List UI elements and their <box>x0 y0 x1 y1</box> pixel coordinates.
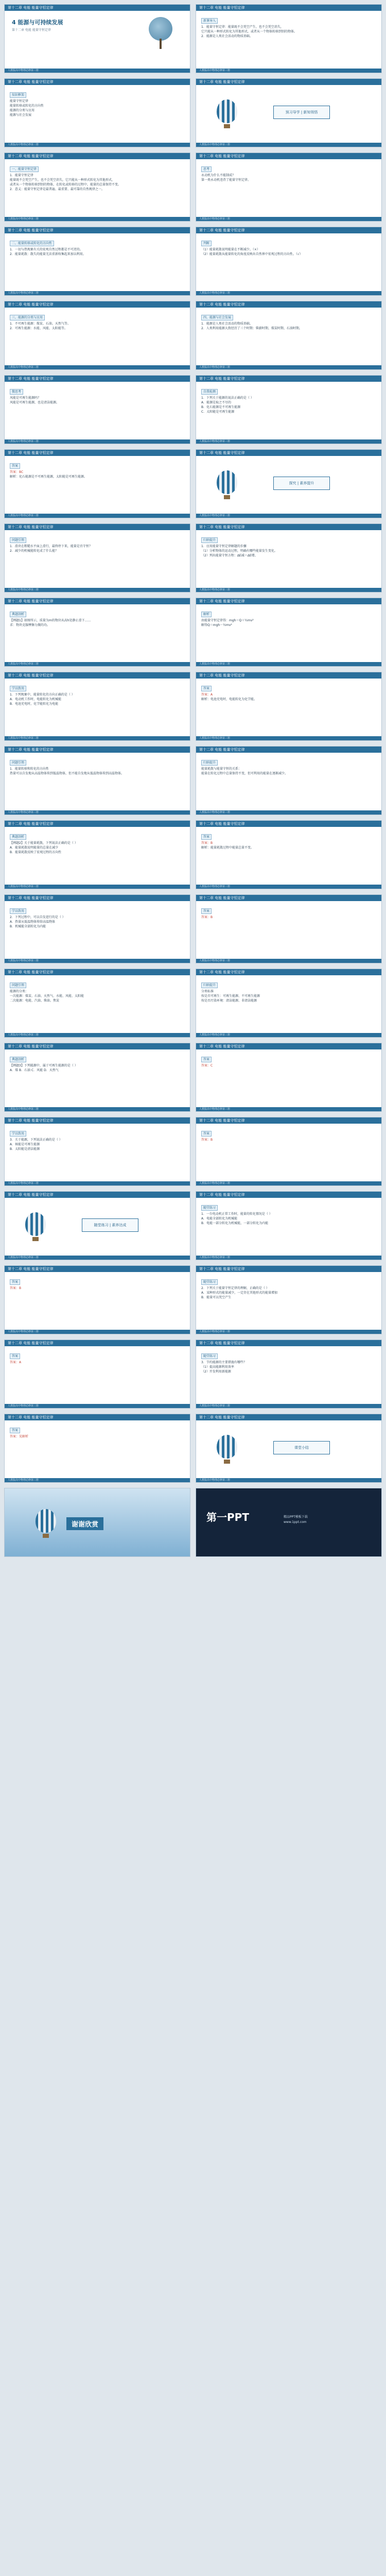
promo-slide[interactable] <box>196 1488 382 1557</box>
slide-body <box>10 162 185 215</box>
slide-footer-bar: 人教版高中物理必修第三册 <box>196 1256 381 1260</box>
promo-logo-text: 第一PPT <box>206 1511 249 1523</box>
slide-19[interactable] <box>4 672 190 741</box>
slide-2[interactable] <box>196 4 382 73</box>
slide-body <box>201 385 376 437</box>
thanks-banner: 谢谢欣赏 <box>66 1517 103 1530</box>
balloon-illustration <box>217 99 237 123</box>
slide-24[interactable] <box>196 820 382 889</box>
slide-text-line: 能量转移或转化的方向性 <box>10 104 44 108</box>
slide-text-line: 3．关于能源，下列说法正确的是（ ） <box>10 1138 62 1142</box>
slide-body <box>201 1349 376 1402</box>
slide-30[interactable] <box>196 1043 382 1112</box>
slide-footer-bar: 人教版高中物理必修第三册 <box>196 69 381 73</box>
slide-footer-bar: 人教版高中物理必修第三册 <box>196 1478 381 1482</box>
slide-text-line: B．太阳能是清洁能源 <box>10 1147 40 1151</box>
slide-footer-bar: 人教版高中物理必修第三册 <box>5 588 190 592</box>
slide-tag: 答案 <box>201 1131 212 1137</box>
slide-header-bar: 第十二章 电能 能量守恒定律 <box>196 969 381 975</box>
slide-header-bar: 第十二章 电能 能量守恒定律 <box>5 5 190 11</box>
slide-footer-bar: 人教版高中物理必修第三册 <box>196 1404 381 1408</box>
slide-header-bar: 第十二章 电能 能量守恒定律 <box>196 376 381 382</box>
slide-footer-bar: 人教版高中物理必修第三册 <box>196 959 381 963</box>
slide-header-bar: 第十二章 电能 能量守恒定律 <box>5 821 190 827</box>
slide-footer-bar: 人教版高中物理必修第三册 <box>196 1181 381 1185</box>
slide-text-line: 按是否可再生：可再生能源、不可再生能源 <box>201 994 260 998</box>
slide-34[interactable] <box>196 1191 382 1260</box>
slide-text-line: 风能是可再生能源，也是清洁能源。 <box>10 401 60 404</box>
slide-header-bar: 第十二章 电能 能量守恒定律 <box>196 821 381 827</box>
slide-25[interactable] <box>4 894 190 963</box>
slide-tag: 新课导入 <box>201 18 218 24</box>
slide-header-bar: 第十二章 电能 能量守恒定律 <box>196 227 381 233</box>
slide-tag: 解析 <box>201 612 212 617</box>
slide-header-bar: 第十二章 电能 能量守恒定律 <box>196 1266 381 1272</box>
slide-body <box>10 1423 185 1476</box>
slide-header-bar: 第十二章 电能 能量守恒定律 <box>5 1414 190 1420</box>
slide-text-line: B．化石能源是不可再生能源 <box>201 405 241 409</box>
slide-header-bar: 第十二章 电能 能量守恒定律 <box>5 301 190 308</box>
slide-text-line: （2）能量耗散从能量转化的角度反映出自然界中宏观过程的方向性。（√） <box>201 252 303 256</box>
slide-footer-bar: 人教版高中物理必修第三册 <box>196 291 381 295</box>
section-badge: 课堂小结 <box>273 1441 330 1454</box>
slide-13[interactable] <box>4 449 190 518</box>
slide-footer-bar: 人教版高中物理必修第三册 <box>5 885 190 889</box>
slide-footer-bar: 人教版高中物理必修第三册 <box>5 1478 190 1482</box>
slide-footer-bar: 人教版高中物理必修第三册 <box>5 143 190 147</box>
balloon-illustration <box>36 1509 56 1533</box>
slide-text-line: 能量耗散与能量守恒的关系： <box>201 767 242 771</box>
slide-header-bar: 第十二章 电能 能量守恒定律 <box>196 79 381 85</box>
slide-tag: 微思考 <box>10 389 23 395</box>
slide-text-line: B．能量可以凭空产生 <box>201 1296 232 1299</box>
slide-tag: 判断 <box>201 241 212 246</box>
slide-text-line: 答案：B <box>10 1286 22 1290</box>
slide-body <box>10 533 185 586</box>
slide-header-bar: 第十二章 电能 能量守恒定律 <box>5 747 190 753</box>
slide-text-line: 或者从一个物体转移到别的物体，在转化或转移的过程中，能量的总量保持不变。 <box>10 183 121 187</box>
slide-tag: 学以致用 <box>10 686 26 691</box>
slide-text-line: 答案：A <box>10 1361 22 1364</box>
slide-text-line: A．电能全部转化为机械能 <box>201 1217 238 1221</box>
slide-header-bar: 第十二章 电能 能量守恒定律 <box>5 450 190 456</box>
slide-text-line: 1．下列关于能源的说法正确的是（ ） <box>201 396 254 400</box>
slide-tag: 一、能量守恒定律 <box>10 166 39 172</box>
slide-tag: 典题剖析 <box>10 834 26 840</box>
slide-text-line: 【例题2】关于能量耗散，下列说法正确的是（ ） <box>10 841 78 845</box>
slide-header-bar: 第十二章 电能 能量守恒定律 <box>196 747 381 753</box>
slide-38[interactable] <box>196 1340 382 1409</box>
slide-footer-bar: 人教版高中物理必修第三册 <box>5 810 190 815</box>
slide-footer-bar: 人教版高中物理必修第三册 <box>196 588 381 592</box>
slide-text-line: 2．意义：能量守恒定律是最普遍、最重要、最可靠的自然规律之一。 <box>10 188 104 191</box>
slide-body <box>10 311 185 363</box>
slide-text-line: 2．人类利用能源大致经历了三个时期：柴薪时期、煤炭时期、石油时期。 <box>201 327 302 330</box>
slide-header-bar: 第十二章 电能 能量守恒定律 <box>5 376 190 382</box>
slide-tag: 答案 <box>10 1279 20 1285</box>
slide-text-line: 2．下列关于能量守恒定律的理解，正确的是（ ） <box>201 1286 269 1290</box>
slide-footer-bar: 人教版高中物理必修第三册 <box>5 291 190 295</box>
slide-text-line: B．电池充电时，化学能转化为电能 <box>10 702 59 706</box>
slide-text-line: 答案：B <box>201 841 213 845</box>
slide-text-line: 能源的分类： <box>10 990 29 993</box>
slide-body <box>10 830 185 883</box>
slide-8[interactable] <box>196 227 382 296</box>
slide-22[interactable] <box>196 746 382 815</box>
slide-footer-bar: 人教版高中物理必修第三册 <box>5 439 190 444</box>
slide-text-line: A．电动机工作时，电能转化为机械能 <box>10 698 62 701</box>
slide-header-bar: 第十二章 电能 能量守恒定律 <box>196 5 381 11</box>
slide-text-line: 能源与社会发展 <box>10 113 32 117</box>
slide-text-line: 分类标准 <box>201 990 214 993</box>
slide-body <box>201 830 376 883</box>
slide-text-line: 1．能量守恒定律 <box>10 174 33 177</box>
slide-tag: 答案 <box>10 1428 20 1433</box>
section-badge: 随堂练习 | 素养达成 <box>82 1218 138 1232</box>
slide-text-line: 1．不可再生能源：煤炭、石油、天然气等。 <box>10 322 71 326</box>
slide-21[interactable] <box>4 746 190 815</box>
slide-header-bar: 第十二章 电能 能量守恒定律 <box>196 1117 381 1124</box>
slide-body <box>10 1275 185 1328</box>
slide-text-line: 一次能源：煤炭、石油、天然气、水能、风能、太阳能 <box>10 994 84 998</box>
slide-header-bar: 第十二章 电能 能量守恒定律 <box>196 672 381 679</box>
slide-footer-bar: 人教版高中物理必修第三册 <box>196 736 381 740</box>
slide-text-line: 3．节约能源的主要措施有哪些？ <box>201 1361 247 1364</box>
slide-1[interactable] <box>4 4 190 73</box>
slide-29[interactable] <box>4 1043 190 1112</box>
slide-text-line: 第一类永动机违背了能量守恒定律。 <box>201 178 251 182</box>
balloon-illustration <box>217 1435 237 1459</box>
slide-text-line: A．某种形式的能量减少，一定存在其他形式的能量增加 <box>201 1291 278 1295</box>
slide-14[interactable] <box>196 449 382 518</box>
slide-37[interactable] <box>4 1340 190 1409</box>
slide-footer-bar: 人教版高中物理必修第三册 <box>5 69 190 73</box>
slide-text-line: 1．一台电动机正常工作时，能量的转化情况是（ ） <box>201 1212 272 1216</box>
slide-text-line: B．能量耗散反映了宏观过程的方向性 <box>10 851 62 854</box>
slide-footer-bar: 人教版高中物理必修第三册 <box>5 514 190 518</box>
slide-header-bar: 第十二章 电能 能量守恒定律 <box>5 79 190 85</box>
slide-5[interactable] <box>4 152 190 222</box>
slide-footer-bar: 人教版高中物理必修第三册 <box>5 1256 190 1260</box>
slide-15[interactable] <box>4 523 190 592</box>
slide-tag: 随堂练习 <box>201 1279 218 1285</box>
slide-footer-bar: 人教版高中物理必修第三册 <box>196 217 381 221</box>
slide-text-line: 能量守恒定律 <box>10 99 29 103</box>
slide-text-line: 1．一切与热现象有关的宏观自然过程都是不可逆的。 <box>10 248 83 251</box>
slide-text-line: 1．应用能量守恒定律解题的步骤 <box>201 545 247 548</box>
slide-header-bar: 第十二章 电能 能量守恒定律 <box>196 598 381 604</box>
slide-header-bar: 第十二章 电能 能量守恒定律 <box>5 969 190 975</box>
slide-text-line: 1．能量守恒定律：能量既不会凭空产生，也不会凭空消失， <box>201 25 284 29</box>
slide-10[interactable] <box>196 301 382 370</box>
slide-9[interactable] <box>4 301 190 370</box>
slide-23[interactable] <box>4 820 190 889</box>
slide-text-line: 由能量守恒定律得：mgh＝Q＋½mv² <box>201 619 254 622</box>
slide-header-bar: 第十二章 电能 能量守恒定律 <box>5 1266 190 1272</box>
slide-text-line: 2．能源是人类社会活动的物质基础。 <box>201 35 253 38</box>
slide-body <box>10 756 185 808</box>
slide-footer-bar: 人教版高中物理必修第三册 <box>5 1330 190 1334</box>
slide-text-line: 能量在转化过程中总量保持不变，但可利用的能量在逐渐减少。 <box>201 772 288 775</box>
slide-tag: 答案 <box>201 834 212 840</box>
slide-41[interactable] <box>4 1488 190 1557</box>
slide-text-line: 答案：A <box>201 693 213 697</box>
slide-text-line: 二次能源：电能、汽油、柴油、焦炭 <box>10 999 60 1003</box>
slide-text-line: 解析：能量耗散过程中能量总量不变。 <box>201 846 254 850</box>
slide-tag: 随堂练习 <box>201 1205 218 1211</box>
slide-header-bar: 第十二章 电能 能量守恒定律 <box>5 153 190 159</box>
slide-17[interactable] <box>4 598 190 667</box>
slide-header-bar: 第十二章 电能 能量守恒定律 <box>5 1340 190 1346</box>
slide-body <box>10 459 185 512</box>
slide-32[interactable] <box>196 1117 382 1186</box>
slide-text-line: 解析：化石能源是不可再生能源，太阳能是可再生能源。 <box>10 475 87 479</box>
slide-tag: 四、能源与社会发展 <box>201 315 233 320</box>
slide-text-line: （2）开发利用新能源 <box>201 1370 231 1374</box>
slide-tag: 学以致用 <box>10 1131 26 1137</box>
slide-text-line: A．能源是取之不尽的 <box>201 401 232 404</box>
slide-tag: 答案 <box>201 1057 212 1062</box>
slide-33[interactable] <box>4 1191 190 1260</box>
slide-tag: 答案 <box>10 1353 20 1359</box>
slide-text-line: 热量可以自发地从高温物体传到低温物体，但不能自发地从低温物体传到高温物体。 <box>10 772 125 775</box>
slide-body <box>10 904 185 957</box>
slide-26[interactable] <box>196 894 382 963</box>
slide-text-line: A．核能是可再生能源 <box>10 1143 40 1146</box>
slide-tag: 答案 <box>201 908 212 914</box>
slide-18[interactable] <box>196 598 382 667</box>
slide-header-bar: 第十二章 电能 能量守恒定律 <box>196 1192 381 1198</box>
slide-header-bar: 第十二章 电能 能量守恒定律 <box>5 1043 190 1049</box>
cover-subtitle: 第十二章 电能 能量守恒定律 <box>12 28 51 32</box>
promo-url[interactable]: www.1ppt.com <box>284 1520 307 1524</box>
slide-tag: 问题引领 <box>10 537 26 543</box>
slide-footer-bar: 人教版高中物理必修第三册 <box>196 1033 381 1037</box>
slide-tag: 随堂练习 <box>201 1353 218 1359</box>
section-badge: 预习导学 | 新知领悟 <box>273 106 330 119</box>
slide-body <box>201 1053 376 1105</box>
slide-body <box>10 1127 185 1179</box>
slide-tag: 归纳提升 <box>201 982 218 988</box>
cover-title: 4 能源与可持续发展 <box>12 19 63 26</box>
slide-body <box>10 385 185 437</box>
slide-tag: 学以致用 <box>10 908 26 914</box>
slide-body <box>10 682 185 734</box>
balloon-illustration <box>217 470 237 494</box>
slide-7[interactable] <box>4 227 190 296</box>
slide-header-bar: 第十二章 电能 能量守恒定律 <box>196 1043 381 1049</box>
slide-body <box>201 162 376 215</box>
slide-text-line: 风能是可再生能源吗？ <box>10 396 41 400</box>
slide-35[interactable] <box>4 1265 190 1334</box>
slide-6[interactable] <box>196 152 382 222</box>
slide-footer-bar: 人教版高中物理必修第三册 <box>196 514 381 518</box>
slide-footer-bar: 人教版高中物理必修第三册 <box>5 959 190 963</box>
slide-27[interactable] <box>4 969 190 1038</box>
slide-39[interactable] <box>4 1414 190 1483</box>
slide-tag: 答案 <box>201 686 212 691</box>
slide-tag: 问题引领 <box>10 760 26 766</box>
slide-footer-bar: 人教版高中物理必修第三册 <box>5 217 190 221</box>
slide-header-bar: 第十二章 电能 能量守恒定律 <box>5 672 190 679</box>
slide-header-bar: 第十二章 电能 能量守恒定律 <box>196 524 381 530</box>
slide-footer-bar: 人教版高中物理必修第三册 <box>196 143 381 147</box>
slide-text-line: 1．下列现象中，能量转化的方向正确的是（ ） <box>10 693 75 697</box>
slide-header-bar: 第十二章 电能 能量守恒定律 <box>196 1340 381 1346</box>
slide-tag: 典题剖析 <box>10 1057 26 1062</box>
slide-text-line: 答案：见解析 <box>10 1435 29 1438</box>
slide-text-line: 1．能量转移和转化的方向性 <box>10 767 49 771</box>
slide-text-line: B．机械能全部转化为内能 <box>10 925 46 928</box>
slide-11[interactable] <box>4 375 190 444</box>
slide-body <box>10 236 185 289</box>
slide-text-line: 能源的分类与应用 <box>10 109 35 112</box>
slide-text-line: A．热量从低温物体传给高温物体 <box>10 920 56 924</box>
slide-12[interactable] <box>196 375 382 444</box>
tree-illustration <box>149 17 172 41</box>
slide-text-line: 【例题1】如图所示，质量为m的物块从高h处静止滑下…… <box>10 619 91 622</box>
slide-text-line: A．能量耗散说明能量的总量在减少 <box>10 846 59 850</box>
slide-body <box>201 1127 376 1179</box>
slide-text-line: 求：物块克服摩擦力做的功。 <box>10 623 50 627</box>
slide-tag: 典题剖析 <box>10 612 26 617</box>
slide-text-line: 答案：BC <box>10 470 24 474</box>
slide-footer-bar: 人教版高中物理必修第三册 <box>5 1404 190 1408</box>
slide-body <box>201 311 376 363</box>
slide-footer-bar: 人教版高中物理必修第三册 <box>5 662 190 666</box>
slide-tag: 答案 <box>10 463 20 469</box>
slide-body <box>10 978 185 1031</box>
section-badge: 探究 | 素养提升 <box>273 477 330 490</box>
slide-body <box>201 682 376 734</box>
slide-text-line: C．太阳能是可再生能源 <box>201 410 235 414</box>
slide-tag: 知识框架 <box>10 92 26 98</box>
slide-text-line: 2．下列过程中，可以自发进行的是（ ） <box>10 916 65 919</box>
slide-footer-bar: 人教版高中物理必修第三册 <box>5 1033 190 1037</box>
slide-text-line: 解得Q＝mgh－½mv² <box>201 623 232 627</box>
slide-3[interactable] <box>4 78 190 147</box>
slide-text-line: 【例题3】下列能源中，属于可再生能源的是（ ） <box>10 1064 78 1067</box>
slide-text-line: 2．能量耗散：散失的能量无法重新收集起来加以利用。 <box>10 252 86 256</box>
slide-28[interactable] <box>196 969 382 1038</box>
slide-text-line: 答案：B <box>201 916 213 919</box>
slide-36[interactable] <box>196 1265 382 1334</box>
slide-body <box>201 1275 376 1328</box>
slide-4[interactable] <box>196 78 382 147</box>
slide-body <box>201 14 376 66</box>
slide-body <box>201 756 376 808</box>
slide-text-line: 2．减少的机械能转化成了什么能？ <box>10 549 58 553</box>
slide-header-bar: 第十二章 电能 能量守恒定律 <box>196 450 381 456</box>
slide-text-line: B．电能一部分转化为机械能，一部分转化为内能 <box>201 1222 269 1225</box>
slide-footer-bar: 人教版高中物理必修第三册 <box>5 365 190 369</box>
slide-header-bar: 第十二章 电能 能量守恒定律 <box>5 227 190 233</box>
slide-tag: 思考 <box>201 166 212 172</box>
slide-tag: 问题引领 <box>10 982 26 988</box>
slide-body <box>10 88 185 141</box>
slide-tag: 三、能源的分类与应用 <box>10 315 45 320</box>
slide-footer-bar: 人教版高中物理必修第三册 <box>5 1181 190 1185</box>
slide-body <box>10 1053 185 1105</box>
slide-header-bar: 第十二章 电能 能量守恒定律 <box>196 301 381 308</box>
slide-40[interactable] <box>196 1414 382 1483</box>
slide-footer-bar: 人教版高中物理必修第三册 <box>196 365 381 369</box>
slide-body <box>201 978 376 1031</box>
slide-footer-bar: 人教版高中物理必修第三册 <box>196 810 381 815</box>
slide-20[interactable] <box>196 672 382 741</box>
slide-header-bar: 第十二章 电能 能量守恒定律 <box>196 895 381 901</box>
balloon-illustration <box>25 1212 46 1236</box>
slide-text-line: 它只能从一种形式转化为其他形式，或者从一个物体转移到别的物体。 <box>201 30 297 33</box>
slide-body <box>201 607 376 660</box>
slide-text-line: 能量既不会凭空产生，也不会凭空消失，它只能从一种形式转化为其他形式， <box>10 178 115 182</box>
slide-footer-bar: 人教版高中物理必修第三册 <box>196 1330 381 1334</box>
slide-body <box>201 533 376 586</box>
slide-header-bar: 第十二章 电能 能量守恒定律 <box>5 895 190 901</box>
slide-tag: 自我检测 <box>201 389 218 395</box>
promo-line: 精品PPT模板下载 <box>284 1515 308 1519</box>
slide-header-bar: 第十二章 电能 能量守恒定律 <box>5 1117 190 1124</box>
slide-tag: 二、能量转移或转化的方向性 <box>10 241 54 246</box>
slide-header-bar: 第十二章 电能 能量守恒定律 <box>5 598 190 604</box>
slide-body <box>201 904 376 957</box>
slide-text-line: A．煤 B．石油 C．风能 D．天然气 <box>10 1069 59 1072</box>
slide-text-line: 按是否污染环境：清洁能源、非清洁能源 <box>201 999 257 1003</box>
slide-text-line: 答案：C <box>201 1064 213 1067</box>
slide-text-line: 永动机为什么不能制成？ <box>201 174 236 177</box>
slide-text-line: 解析：电池充电时，电能转化为化学能。 <box>201 698 257 701</box>
slide-body <box>201 236 376 289</box>
slide-body <box>10 607 185 660</box>
slide-text-line: （1）提高能源利用效率 <box>201 1365 234 1369</box>
slide-body <box>10 1349 185 1402</box>
slide-footer-bar: 人教版高中物理必修第三册 <box>196 885 381 889</box>
slide-header-bar: 第十二章 电能 能量守恒定律 <box>5 524 190 530</box>
slide-header-bar: 第十二章 电能 能量守恒定律 <box>5 1192 190 1198</box>
slide-text-line: 答案：B <box>201 1138 213 1142</box>
slide-16[interactable] <box>196 523 382 592</box>
slide-footer-bar: 人教版高中物理必修第三册 <box>196 1107 381 1111</box>
slide-footer-bar: 人教版高中物理必修第三册 <box>5 736 190 740</box>
slide-text-line: 1．滑块在粗糙水平面上滑行，最终停下来，能量是否守恒？ <box>10 545 92 548</box>
slide-header-bar: 第十二章 电能 能量守恒定律 <box>196 1414 381 1420</box>
slide-footer-bar: 人教版高中物理必修第三册 <box>196 662 381 666</box>
slide-text-line: 1．能源是人类社会活动的物质基础。 <box>201 322 253 326</box>
slide-text-line: （1）能量耗散说明能量在不断减少。（×） <box>201 248 260 251</box>
slide-tag: 归纳提升 <box>201 537 218 543</box>
slide-footer-bar: 人教版高中物理必修第三册 <box>196 439 381 444</box>
slide-text-line: （1）分析物体的运动过程，明确有哪些能量发生变化。 <box>201 549 277 553</box>
slide-body <box>201 1201 376 1253</box>
slide-header-bar: 第十二章 电能 能量守恒定律 <box>196 153 381 159</box>
slide-text-line: 2．可再生能源：水能、风能、太阳能等。 <box>10 327 67 330</box>
slide-tag: 归纳提升 <box>201 760 218 766</box>
slide-footer-bar: 人教版高中物理必修第三册 <box>5 1107 190 1111</box>
slide-31[interactable] <box>4 1117 190 1186</box>
slide-text-line: （2）列出能量守恒方程：ΔE减＝ΔE增。 <box>201 554 258 557</box>
